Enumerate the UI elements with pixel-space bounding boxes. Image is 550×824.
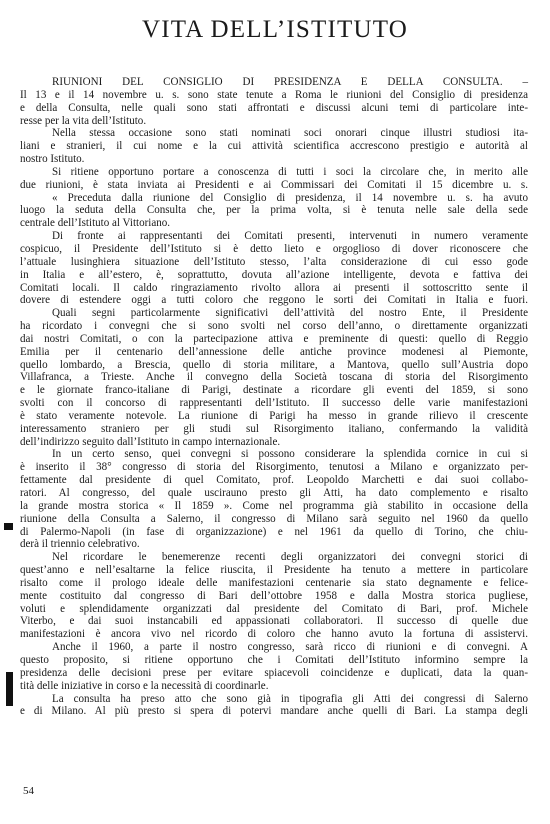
text-line: cospicuo, il Presidente dell’Istituto si è detto lieto e orgoglioso di dover riconoscere che	[20, 242, 528, 255]
text-line: nostro Istituto.	[20, 153, 85, 166]
text-line: dell’indirizzo seguito dall’Istituto in campo internazionale.	[20, 435, 281, 448]
section-heading: RIUNIONI DEL CONSIGLIO DI PRESIDENZA E DELLA CONSULTA. –	[52, 76, 528, 88]
text-line: ha ricordato i convegni che si sono svolti nel corso dell’anno, o direttamente organizzati	[20, 320, 528, 333]
text-line: è inserito il 38° congresso di storia del Risorgimento, tenutosi a Milano e organizzato per-	[20, 461, 528, 474]
text-line: in Italia e all’estero, è, soprattutto, dovuta all’azione intelligente, devota e fattiva dei	[20, 268, 528, 281]
text-line: risalto come il prologo ideale delle manifestazioni centenarie sia stato degnamente e felice-	[20, 576, 528, 589]
margin-mark	[4, 523, 13, 530]
text-line: ratori. Al congresso, del quale uscirauno presto gli Atti, ha dato complemento e risalto	[20, 487, 528, 499]
text-line: Villafranca, a Trieste. Anche il convegno della Società toscana di storia del Risorgimento	[20, 371, 528, 384]
page-title: VITA DELL’ISTITUTO	[141, 16, 409, 43]
text-line: derà il triennio celebrativo.	[20, 538, 140, 551]
text-line: voluti e splendidamente organizzati dal presidente del Comitato di Bari, prof. Michele	[20, 602, 528, 615]
text-line: In un certo senso, quei convegni si possono considerare la splendida cornice in cui si	[52, 448, 528, 461]
text-line: Il 13 e il 14 novembre u. s. sono state tenute a Roma le riunioni del Consiglio di presidenza	[20, 88, 528, 101]
text-line: centrale dell’Istituto al Vittoriano.	[20, 217, 171, 230]
text-line: La consulta ha preso atto che sono già in tipografia gli Atti dei congressi di Salerno	[52, 692, 528, 705]
text-line: Comitati locali. Il caldo ringraziamento rivolto allora ai presenti il sottoscritto sente il	[20, 281, 528, 294]
text-line: dai nostri Comitati, o con la partecipazione attiva e preminente di questi: quello di Reggio	[20, 332, 528, 345]
text-line: tità delle iniziative in corso e la necessità di coordinarle.	[20, 679, 269, 692]
text-line: liani e stranieri, il cui nome e la cui attività scientifica accrescono prestigio e autorità al	[20, 140, 528, 153]
text-line: la grande mostra storica « Il 1859 ». Come nel programma già stabilito in occasione della	[20, 499, 528, 512]
margin-bar	[6, 672, 13, 706]
text-line: due riunioni, è stata inviata ai Presidenti e ai Commissari dei Comitati il 15 dicembre u. s.	[20, 178, 528, 191]
text-line: e della Consulta, nelle quali sono stati affrontati e discussi alcuni temi di particolare inte-	[20, 101, 528, 114]
text-line: Emilia per il centenario dell’annessione delle antiche province modenesi al Piemonte,	[20, 345, 528, 358]
text-line: Nella stessa occasione sono stati nominati soci onorari cinque illustri studiosi ita-	[52, 127, 528, 140]
article-body	[20, 76, 528, 718]
page-number: 54	[23, 785, 34, 797]
text-line: Nel ricordare le benemerenze recenti degli organizzatori dei convegni storici di	[52, 551, 528, 564]
text-line: Si ritiene opportuno portare a conoscenza di tutti i soci la circolare che, in merito alle	[52, 165, 528, 178]
text-line: Viterbo, e dai suoi instancabili ed appassionati collaboratori. Il successo di quelle due	[20, 615, 528, 628]
text-line: Quali segni particolarmente significativi dell’attività del nostro Ente, il Presidente	[52, 307, 528, 320]
text-line: interessamento straniero per gli studi sul Risorgimento italiano, confermando la validità	[20, 422, 528, 435]
text-line: quest’anno e nell’esaltarne la felice riuscita, il Presidente ha tenuto a mettere in particolare	[20, 564, 528, 577]
text-line: l’attuale lusinghiera situazione dell’Istituto stesso, l’alta considerazione di cui esso gode	[20, 255, 528, 268]
text-line: dovere di estendere oggi a tutti coloro che reggono le sorti dei Comitati in Italia e fuori.	[20, 294, 528, 307]
text-line: luogo la seduta della Consulta che, per la prima volta, si è tenuta nelle sale della sede	[20, 204, 528, 217]
text-line: presidenza delle decisioni prese per evitare spiacevoli coincidenze e duplicati, data la quan-	[20, 666, 528, 679]
text-line: e di Milano. Al più presto si spera di potervi mandare anche quelli di Bari. La stampa degli	[20, 705, 528, 718]
text-line: Anche il 1960, a parte il nostro congresso, sarà ricco di riunioni e di convegni. A	[52, 641, 528, 654]
text-line: svolti con il concorso di rappresentanti dell’Istituto. Il successo delle varie manifestazioni	[20, 397, 528, 410]
text-line: mente costituito dal congresso di Bari dell’ottobre 1958 e dalla Mostra storica pugliese,	[20, 589, 528, 602]
text-line: quello lombardo, a Brescia, quello di storia militare, a Mantova, quello sull’Austria dopo	[20, 358, 528, 371]
text-line: resse per la vita dell’Istituto.	[20, 114, 147, 127]
text-line: manifestazioni è ancora vivo nel ricordo di coloro che hanno avuto la fortuna di assistervi.	[20, 628, 528, 641]
text-line: e le giornate franco-italiane di Parigi, destinate a ricordare gli eventi del 1859, si sono	[20, 384, 528, 397]
text-line: è stato veramente notevole. La riunione di Parigi ha messo in grande rilievo il crescente	[20, 409, 528, 422]
text-line: riunione della Consulta a Salerno, il congresso di Milano sarà seguito nel 1960 da quello	[20, 512, 528, 525]
text-line: fettamente dal presidente di quel Comitato, prof. Leopoldo Marchetti e dai suoi collabo-	[20, 474, 528, 487]
text-line: di Palermo-Napoli (in fase di organizzazione) e nel 1961 da quello di Torino, che chiu-	[20, 525, 528, 538]
text-line: questo proposito, si ritiene opportuno che i Comitati dell’Istituto informino sempre la	[20, 653, 528, 666]
text-line: « Preceduta dalla riunione del Consiglio di presidenza, il 14 novembre u. s. ha avuto	[52, 191, 528, 204]
text-line: Di fronte ai rappresentanti dei Comitati presenti, intervenuti in numero veramente	[52, 230, 528, 243]
